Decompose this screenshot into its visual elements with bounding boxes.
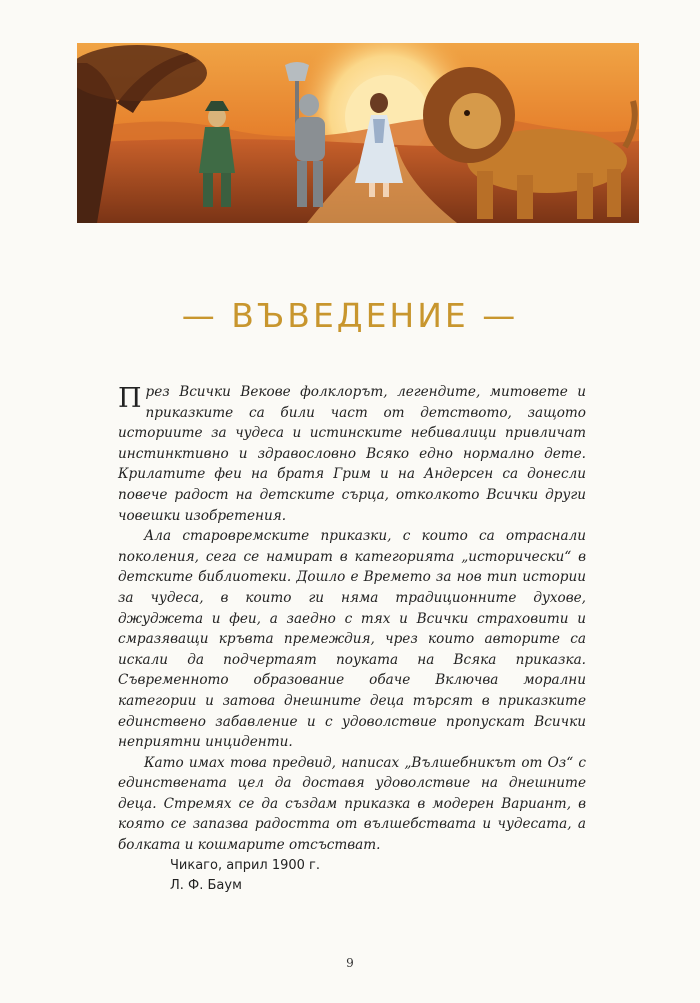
introduction-text — [118, 382, 586, 897]
page-number: 9 — [346, 956, 354, 970]
place-date: Чикаго, април 1900 г. — [170, 857, 321, 873]
chapter-title: — ВЪВЕДЕНИЕ — — [181, 296, 519, 335]
paragraph-1-text: рез Всички Векове фолклорът, легендите, митовете и приказките са били част от детството, защото историите за чудеса и истинските небивалици привличат инстинктивно и здравословно Всяко едно нормално дете. Крилатите феи на братя Грим и на Андерсен са донесли повече радост на детските сърца, отколкото Всички други човешки изобретения. — [118, 384, 586, 524]
sunset-scene-picture — [77, 43, 639, 223]
chapter-illustration — [77, 43, 639, 223]
paragraph-1 — [118, 382, 586, 526]
paragraph-3: Като имах това предвид, написах „Вълшебникът от Оз“ с единствената цел да доставя удоволствие на днешните деца. Стремях се да създам приказка в модерен Вариант, в която се запазва радостта от вълшебствата и чудесата, а болката и кошмарите отсъстват. — [118, 754, 586, 854]
drop-cap: П — [118, 383, 142, 414]
author-signature: Л. Ф. Баум — [170, 878, 242, 894]
paragraph-2: Ала старовремските приказки, с които са отраснали поколения, сега се намират в категорията „исторически“ в детските библиотеки. Дошло е Времето за нов тип истории за чудеса, в които ги няма традиционните духове, джуджета и феи, а заедно с тях и Всички страховити и смразяващи кръвта премеждия, чрез които авторите са искали да подчертаят поуката на Всяка приказка. Съвременното образование обаче Включва морални категории и затова днешните деца търсят в приказките единствено забавление и с удоволствие пропускат Всички неприятни инциденти. — [118, 528, 586, 751]
